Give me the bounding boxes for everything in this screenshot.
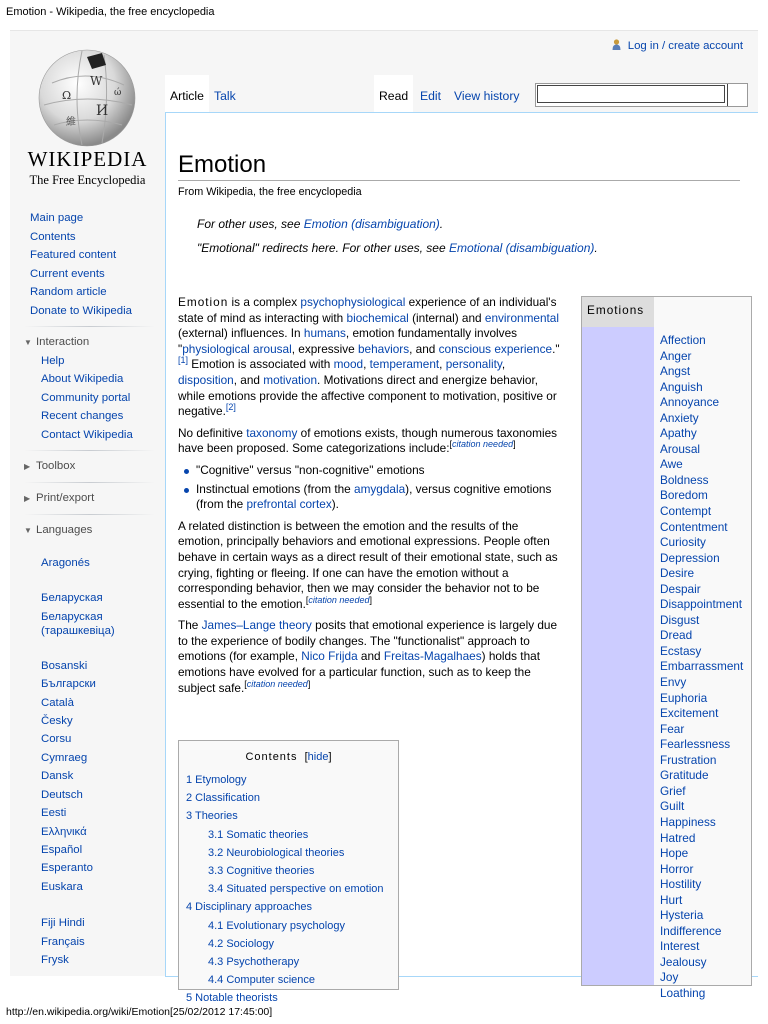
article-link[interactable]: conscious experience — [438, 341, 553, 356]
text: A related distinction is between the emotion and the results of the emotion, principally behaviors and emotional expressions. People often behave in certain ways as a direct result of their emotional state, such as crying, fighting or fleeing. If one can have the emotion without a corresponding behavior, then we may consider the behavior not to be essential to the emotion. — [178, 518, 558, 611]
emotion-link[interactable]: Anxiety — [660, 410, 699, 425]
language-link[interactable]: Беларуская — [41, 610, 103, 623]
list-item — [660, 364, 743, 380]
article-link[interactable]: environmental — [484, 310, 559, 325]
list-item — [660, 473, 743, 489]
hatnote-disambiguation — [197, 217, 443, 231]
emotion-link[interactable]: Hope — [660, 846, 689, 861]
sidebar-navigation — [10, 209, 165, 320]
emotion-link[interactable]: Apathy — [660, 426, 697, 441]
portal-languages-toggle[interactable] — [24, 521, 165, 540]
text: Emotion is associated with — [188, 357, 334, 372]
wordmark-title: WIKIPEDIA — [27, 147, 148, 171]
paragraph-taxonomy — [178, 426, 565, 457]
emotion-link[interactable]: Hysteria — [660, 908, 704, 923]
sidebar-item-contents[interactable]: Contents — [30, 230, 76, 243]
language-link[interactable]: Česky — [41, 715, 73, 728]
portal-interaction-toggle[interactable] — [24, 333, 165, 352]
list-item — [660, 924, 743, 940]
sidebar-item-contact[interactable]: Contact Wikipedia — [41, 428, 133, 441]
list-item — [660, 380, 743, 396]
article-link[interactable]: taxonomy — [246, 425, 298, 440]
text: experience of an individual's state of mind as interacting with — [178, 295, 557, 325]
hatnote-redirect — [197, 241, 598, 255]
reference-link[interactable]: [2] — [225, 402, 236, 413]
sidebar-item-featured-content[interactable]: Featured content — [30, 249, 117, 261]
list-item — [660, 597, 743, 613]
emotion-link[interactable]: Annoyance — [660, 395, 720, 410]
svg-text:И: И — [96, 103, 109, 119]
article-link[interactable]: behaviors — [357, 341, 410, 356]
toc-item[interactable]: 2 Classification — [186, 792, 260, 805]
list-item — [660, 426, 743, 442]
emotion-link[interactable]: Fear — [660, 721, 685, 736]
list-item — [660, 582, 743, 598]
triangle-right-icon: ▶ — [24, 494, 31, 504]
tab-view-history[interactable]: View history — [454, 89, 520, 103]
text: posits that emotional experience is largely due to the experience of bodily changes. The "functionalist" approach to emotions (for example, — [178, 618, 558, 664]
list-item — [660, 955, 743, 971]
language-link[interactable]: Ελληνικά — [41, 825, 87, 838]
emotion-link[interactable]: Fearlessness — [660, 737, 731, 752]
portal-languages-label: Languages — [36, 524, 93, 537]
toc-title-row: Contents [hide] — [245, 751, 332, 763]
article-link[interactable]: biochemical — [346, 310, 409, 325]
article-link[interactable]: prefrontal cortex — [246, 497, 332, 512]
emotion-link[interactable]: Disappointment — [660, 597, 742, 612]
hatnote-text: "Emotional" redirects here. For other uses, see — [197, 241, 449, 255]
emotion-link[interactable]: Ecstasy — [660, 643, 702, 658]
toc-item[interactable]: 1 Etymology — [186, 774, 247, 786]
emotion-link[interactable]: Euphoria — [660, 690, 708, 705]
emotion-link[interactable]: Hatred — [660, 830, 696, 845]
list-item — [660, 566, 743, 582]
article-link[interactable]: humans — [303, 326, 346, 341]
text: , — [501, 357, 506, 372]
list-item — [660, 737, 743, 753]
list-item — [660, 644, 743, 660]
article-link[interactable]: personality — [445, 357, 502, 372]
emotion-link[interactable]: Grief — [660, 783, 686, 798]
text: ). — [331, 497, 339, 512]
text: , and — [409, 341, 439, 356]
text: The — [178, 618, 202, 633]
hatnote-text: . — [439, 217, 444, 231]
emotions-navbox — [581, 296, 752, 1000]
list-item — [660, 799, 743, 815]
sidebar-separator — [24, 326, 155, 327]
text: of emotions exists, though numerous taxonomies have been proposed. Some categorizations include: — [178, 425, 558, 456]
list-item — [660, 893, 743, 909]
lead-term: Emotion — [178, 295, 229, 309]
emotion-link[interactable]: Interest — [660, 939, 700, 954]
user-icon — [612, 39, 621, 50]
emotion-link[interactable]: Loathing — [660, 985, 706, 1000]
list-item — [660, 862, 743, 878]
language-link[interactable]: Euskara — [41, 880, 83, 893]
page-frame — [10, 30, 758, 1005]
sidebar-item-recent-changes[interactable]: Recent changes — [41, 410, 124, 423]
language-link[interactable]: Aragonés — [41, 557, 90, 570]
language-link[interactable]: Français — [41, 935, 85, 948]
triangle-down-icon: ▼ — [24, 338, 32, 347]
list-item — [196, 482, 565, 513]
search-button[interactable] — [727, 84, 747, 106]
navbox-title: Emotions — [582, 297, 654, 327]
paragraph-intro — [178, 295, 565, 420]
svg-text:ώ: ώ — [114, 88, 122, 98]
language-link[interactable]: Frysk — [41, 953, 69, 966]
list-item — [660, 395, 743, 411]
emotion-link[interactable]: Hurt — [660, 892, 683, 907]
list-item — [660, 753, 743, 769]
tab-article[interactable]: Article — [165, 75, 209, 112]
sidebar-separator — [24, 514, 155, 515]
list-item — [660, 815, 743, 831]
emotion-link[interactable]: Anger — [660, 348, 692, 363]
toc-hide-link[interactable]: hide — [307, 751, 329, 763]
article-link[interactable]: mood — [333, 357, 364, 372]
tab-read[interactable]: Read — [374, 75, 413, 112]
emotion-link[interactable]: Desire — [660, 566, 695, 581]
list-item — [660, 784, 743, 800]
text: ." — [552, 341, 560, 356]
article-link[interactable]: temperament — [369, 357, 440, 372]
list-item — [660, 706, 743, 722]
emotion-link[interactable]: Boredom — [660, 488, 708, 503]
list-item — [660, 831, 743, 847]
svg-text:Ω: Ω — [62, 89, 72, 102]
article-link[interactable]: motivation — [263, 372, 318, 387]
hatnote-text: . — [594, 241, 598, 255]
wikipedia-globe-logo[interactable] — [32, 43, 142, 153]
list-item — [660, 349, 743, 365]
language-link[interactable]: Беларуская — [41, 592, 103, 605]
page-title: Emotion — [178, 151, 740, 181]
tab-edit[interactable]: Edit — [420, 89, 442, 103]
text: , — [363, 357, 370, 372]
article-link[interactable]: Freitas-Magalhaes — [383, 649, 482, 664]
emotion-link[interactable]: Happiness — [660, 814, 716, 829]
paragraph-distinction: A related distinction is between the emotion and the results of the emotion, principally behaviors and emotional expressions. People often behave in certain ways as a direct result of their emotional state, such as crying, fighting or fleeing. If one can have the emotion without a corresponding behavior, then we may consider the behavior not to be essential to the emotion.[citation needed] — [178, 518, 558, 611]
bullet-list — [178, 463, 565, 513]
list-item — [660, 411, 743, 427]
text: , and — [233, 372, 264, 387]
list-item — [660, 675, 743, 691]
language-link[interactable]: Català — [41, 696, 74, 709]
sidebar-item-about[interactable]: About Wikipedia — [41, 373, 124, 386]
emotion-link[interactable]: Curiosity — [660, 535, 706, 550]
site-tagline: From Wikipedia, the free encyclopedia — [178, 186, 362, 198]
login-link[interactable]: Log in / create account — [627, 40, 743, 52]
text: Instinctual emotions (from the — [196, 481, 355, 496]
wikipedia-wordmark[interactable] — [10, 147, 165, 188]
emotion-list — [660, 333, 743, 1002]
language-link[interactable]: Eesti — [41, 807, 67, 820]
article-link[interactable]: physiological arousal — [182, 341, 292, 356]
list-item — [660, 504, 743, 520]
emotion-link[interactable]: Embarrassment — [660, 659, 744, 674]
emotion-link[interactable]: Depression — [660, 550, 720, 565]
search-box — [535, 83, 748, 107]
portal-toolbox-label: Toolbox — [36, 460, 76, 473]
toc-item[interactable]: 4 Disciplinary approaches — [186, 901, 312, 914]
list-item — [660, 722, 743, 738]
article-link[interactable]: James–Lange theory — [201, 618, 312, 633]
list-item — [660, 457, 743, 473]
table-of-contents — [178, 740, 399, 1005]
toc-item[interactable]: 3 Theories — [186, 810, 238, 823]
language-link[interactable]: Български — [41, 678, 96, 691]
emotion-link[interactable]: Angst — [660, 364, 691, 379]
text: (external) influences. In — [178, 326, 304, 341]
toc-item[interactable]: 4.2 Sociology — [208, 937, 275, 950]
toc-item[interactable]: 4.3 Psychotherapy — [208, 956, 300, 969]
text: (internal) and — [408, 310, 485, 325]
text: , — [439, 357, 446, 372]
emotion-link[interactable]: Arousal — [660, 441, 700, 456]
toc-item[interactable]: 3.3 Cognitive theories — [208, 865, 315, 878]
citation-needed-link[interactable]: citation needed — [246, 678, 308, 689]
search-input[interactable] — [537, 85, 725, 103]
emotion-link[interactable]: Awe — [660, 457, 683, 472]
list-item: "Cognitive" versus "non-cognitive" emotions — [196, 463, 565, 479]
list-item — [660, 488, 743, 504]
emotion-link[interactable]: Jealousy — [660, 954, 707, 969]
list-item — [660, 939, 743, 955]
text: and — [357, 649, 384, 664]
portal-printexport-toggle[interactable] — [24, 489, 165, 508]
language-link-continuation[interactable]: (тарашкевіца) — [41, 624, 115, 637]
list-item — [660, 628, 743, 644]
list-item — [660, 768, 743, 784]
list-item — [660, 691, 743, 707]
reference-link[interactable]: [1] — [178, 355, 189, 366]
emotion-link[interactable]: Anguish — [660, 379, 703, 394]
bracket: [ — [449, 439, 453, 450]
user-links — [612, 39, 743, 52]
sidebar-item-community-portal[interactable]: Community portal — [41, 391, 131, 404]
list-item — [660, 846, 743, 862]
emotion-link[interactable]: Excitement — [660, 706, 719, 721]
emotion-link[interactable]: Envy — [660, 675, 687, 690]
article-link[interactable]: Nico Frijda — [301, 649, 358, 664]
emotion-link[interactable]: Frustration — [660, 752, 717, 767]
emotion-link[interactable]: Guilt — [660, 799, 685, 814]
portal-printexport-label: Print/export — [36, 492, 95, 505]
wordmark-tagline: The Free Encyclopedia — [29, 173, 146, 187]
language-link[interactable]: Deutsch — [41, 788, 83, 801]
article-link[interactable]: disposition — [178, 372, 234, 387]
toc-list — [179, 771, 398, 1008]
toc-item[interactable]: 5 Notable theorists — [186, 992, 278, 1005]
emotion-link[interactable]: Despair — [660, 581, 701, 596]
emotion-link[interactable]: Horror — [660, 861, 694, 876]
text: ) holds that emotions have evolved for a particular function, such as to keep the subject safe. — [178, 649, 540, 695]
list-item — [660, 970, 743, 986]
emotion-link[interactable]: Disgust — [660, 612, 700, 627]
sidebar-item-current-events[interactable]: Current events — [30, 267, 105, 280]
sidebar-item-donate[interactable]: Donate to Wikipedia — [30, 304, 132, 317]
article-link[interactable]: psychophysiological — [300, 295, 406, 309]
article-link[interactable]: amygdala — [354, 481, 406, 496]
text: . Motivations direct and energize behavior, while emotions provide the affective component to motivation, positive or negative. — [178, 372, 557, 419]
navbox-side-band — [582, 327, 654, 985]
hatnote-text: For other uses, see — [197, 217, 304, 231]
language-link[interactable]: Corsu — [41, 733, 72, 746]
toc-item[interactable]: 3.1 Somatic theories — [208, 828, 309, 841]
sidebar-item-help[interactable]: Help — [41, 355, 65, 367]
text: , emotion fundamentally involves " — [178, 326, 518, 356]
language-link[interactable]: Bosanski — [41, 659, 88, 672]
emotion-link[interactable]: Joy — [660, 970, 679, 985]
paragraph-theories: The James–Lange theory posits that emotional experience is largely due to the experience of bodily changes. The "functionalist" approach to emotions (for example, Nico Frijda and Freitas-Magalhaes) holds that emotions have evolved for a particular function, such as to keep the subject safe.[citation needed] — [178, 618, 558, 695]
hatnote-link[interactable]: Emotional (disambiguation) — [448, 241, 595, 255]
hatnote-link[interactable]: Emotion (disambiguation) — [303, 217, 440, 231]
list-item — [660, 551, 743, 567]
emotion-link[interactable]: Dread — [660, 628, 693, 643]
language-link[interactable]: Esperanto — [41, 862, 93, 875]
emotion-link[interactable]: Gratitude — [660, 768, 709, 783]
emotion-link[interactable]: Indifference — [660, 923, 722, 938]
sidebar — [10, 209, 165, 969]
sidebar-item-main-page[interactable]: Main page — [30, 212, 84, 224]
toc-title: Contents — [245, 751, 298, 763]
emotion-link[interactable]: Affection — [660, 333, 706, 347]
list-item — [660, 535, 743, 551]
emotion-link[interactable]: Hostility — [660, 877, 702, 892]
portal-toolbox-toggle[interactable] — [24, 457, 165, 476]
portal-interaction-label: Interaction — [36, 336, 90, 348]
text: ), versus cognitive emotions (from the — [196, 481, 552, 512]
emotion-link[interactable]: Contentment — [660, 519, 728, 534]
language-link[interactable]: Fiji Hindi — [41, 917, 85, 930]
emotion-link[interactable]: Boldness — [660, 472, 709, 487]
sidebar-item-random-article[interactable]: Random article — [30, 286, 107, 298]
language-link[interactable]: Español — [41, 843, 83, 856]
article-body — [178, 295, 565, 702]
citation-needed-link[interactable]: citation needed — [308, 594, 370, 605]
list-item — [660, 908, 743, 924]
toc-item[interactable]: 4.1 Evolutionary psychology — [208, 919, 345, 932]
sidebar-separator — [24, 482, 155, 483]
svg-text:維: 維 — [66, 117, 76, 128]
language-link[interactable]: Cymraeg — [41, 751, 88, 764]
list-item — [660, 877, 743, 893]
toc-item[interactable]: 4.4 Computer science — [208, 974, 315, 987]
tab-talk[interactable]: Talk — [214, 89, 236, 103]
triangle-right-icon: ▶ — [24, 462, 31, 472]
text: is a complex — [228, 295, 301, 309]
list-item — [660, 333, 743, 349]
print-footer: http://en.wikipedia.org/wiki/Emotion[25/02/2012 17:45:00] — [6, 1006, 273, 1018]
emotion-link[interactable]: Contempt — [660, 504, 712, 519]
bracket: ] — [513, 439, 516, 450]
print-header: Emotion - Wikipedia, the free encyclopedia — [6, 6, 215, 18]
content-area — [165, 112, 758, 1005]
triangle-down-icon: ▼ — [24, 526, 32, 536]
text: , expressive — [291, 341, 358, 356]
list-item — [660, 613, 743, 629]
svg-text:W: W — [90, 74, 103, 88]
citation-needed-link[interactable]: citation needed — [452, 439, 514, 450]
list-item — [660, 442, 743, 458]
list-item — [660, 520, 743, 536]
toc-item[interactable]: 3.4 Situated perspective on emotion — [208, 883, 384, 896]
sidebar-separator — [24, 450, 155, 451]
text: No definitive — [178, 425, 247, 440]
toc-item[interactable]: 3.2 Neurobiological theories — [208, 846, 345, 859]
list-item — [660, 659, 743, 675]
language-link[interactable]: Dansk — [41, 770, 74, 783]
list-item — [660, 986, 743, 1002]
